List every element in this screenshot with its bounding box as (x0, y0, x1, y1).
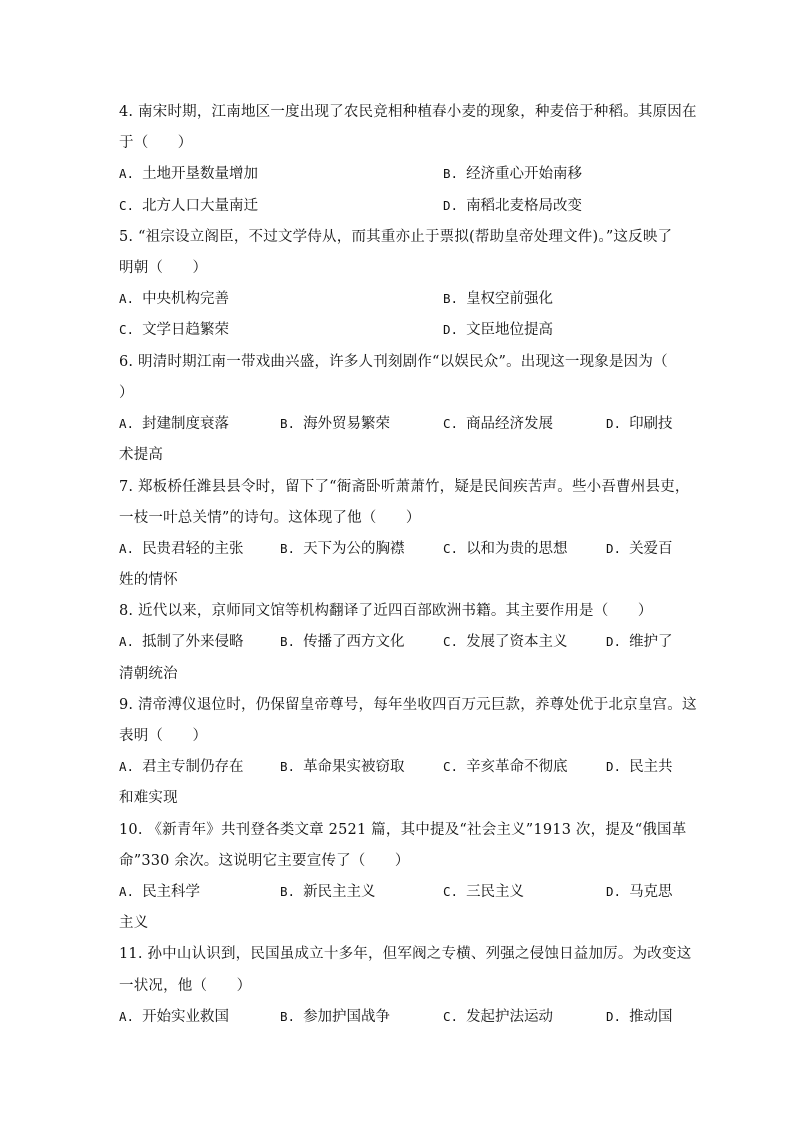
option-letter: C. (443, 416, 459, 431)
option-letter: C. (443, 759, 459, 774)
option-letter: C. (443, 884, 459, 899)
option-letter: B. (280, 884, 296, 899)
option-text: 文学日趋繁荣 (142, 322, 230, 338)
question-6-stem-line-1: 6. 明清时期江南一带戏曲兴盛，许多人刊刻剧作“以娱民众”。出现这一现象是因为（ (119, 354, 668, 370)
question-9-stem-line-2: 表明（ ） (119, 728, 208, 744)
option-letter: A. (119, 634, 135, 649)
option-text: 辛亥革命不彻底 (466, 759, 568, 775)
option-text: 海外贸易繁荣 (303, 416, 391, 432)
question-6-option-d-wrap: 术提高 (119, 447, 164, 463)
question-5-stem-line-2: 明朝（ ） (119, 260, 208, 276)
question-7-option-d-wrap: 姓的情怀 (119, 572, 178, 588)
question-11-option-d (606, 1007, 673, 1027)
question-11-option-a (119, 1007, 229, 1027)
option-letter: D. (606, 759, 622, 774)
option-text: 马克思 (629, 884, 673, 900)
option-letter: C. (119, 198, 135, 213)
option-letter: D. (606, 541, 622, 556)
option-letter: C. (443, 634, 459, 649)
question-4-stem-line-1: 4. 南宋时期，江南地区一度出现了农民竞相种植春小麦的现象，种麦倍于种稻。其原因在 (119, 104, 697, 120)
option-letter: D. (606, 884, 622, 899)
question-4-option-d (443, 196, 582, 216)
option-text: 商品经济发展 (466, 416, 554, 432)
option-letter: B. (280, 541, 296, 556)
question-6-option-a (119, 414, 229, 434)
question-9-stem-line-1: 9. 清帝溥仪退位时，仍保留皇帝尊号，每年坐收四百万元巨款，养尊处优于北京皇宫。这 (119, 697, 697, 713)
option-text: 中央机构完善 (142, 291, 230, 307)
option-text: 维护了 (629, 634, 673, 650)
question-4-stem-line-2: 于（ ） (119, 135, 193, 151)
question-5-option-d (443, 320, 553, 340)
question-11-option-b (280, 1007, 390, 1027)
question-7-stem-line-1: 7. 郑板桥任潍县县令时，留下了“衙斋卧听萧萧竹，疑是民间疾苦声。些小吾曹州县吏， (119, 479, 690, 495)
option-text: 以和为贵的思想 (466, 541, 568, 557)
option-text: 印刷技 (629, 416, 673, 432)
question-11-option-c (443, 1007, 553, 1027)
option-text: 新民主主义 (303, 884, 376, 900)
option-text: 封建制度衰落 (142, 416, 230, 432)
option-text: 民主科学 (142, 884, 201, 900)
question-10-option-d (606, 882, 673, 902)
question-5-stem-line-1: 5. “祖宗设立阁臣，不过文学侍从，而其重亦止于票拟(帮助皇帝处理文件)。”这反映了 (119, 229, 673, 245)
question-6-option-b (280, 414, 390, 434)
question-9-option-a (119, 757, 244, 777)
question-7-option-c (443, 539, 568, 559)
question-10-option-d-wrap: 主义 (119, 915, 149, 931)
question-6-option-d (606, 414, 673, 434)
question-4-option-a (119, 164, 258, 184)
question-10-stem-line-2: 命”330 余次。这说明它主要宣传了（ ） (119, 853, 410, 869)
option-text: 皇权空前强化 (466, 291, 554, 307)
question-5-option-c (119, 320, 229, 340)
question-11-stem-line-1: 11. 孙中山认识到，民国虽成立十多年，但军阀之专横、列强之侵蚀日益加厉。为改变这 (119, 946, 692, 962)
question-5-option-a (119, 289, 229, 309)
option-text: 发展了资本主义 (466, 634, 568, 650)
option-letter: A. (119, 166, 135, 181)
question-8-option-a (119, 632, 244, 652)
option-text: 民主共 (629, 759, 673, 775)
option-letter: A. (119, 1009, 135, 1024)
question-7-option-b (280, 539, 405, 559)
question-7-stem-line-2: 一枝一叶总关情”的诗句。这体现了他（ ） (119, 510, 421, 526)
option-text: 传播了西方文化 (303, 634, 405, 650)
question-4-option-b (443, 164, 582, 184)
option-text: 经济重心开始南移 (466, 166, 583, 182)
question-8-stem-line-1: 8. 近代以来，京师同文馆等机构翻译了近四百部欧洲书籍。其主要作用是（ ） (119, 603, 653, 619)
option-text: 推动国 (629, 1009, 673, 1025)
option-text: 土地开垦数量增加 (142, 166, 259, 182)
option-text: 三民主义 (466, 884, 525, 900)
question-7-option-a (119, 539, 244, 559)
option-text: 北方人口大量南迁 (142, 198, 259, 214)
option-letter: B. (280, 416, 296, 431)
option-letter: A. (119, 541, 135, 556)
option-text: 开始实业救国 (142, 1009, 230, 1025)
option-text: 革命果实被窃取 (303, 759, 405, 775)
option-text: 民贵君轻的主张 (142, 541, 244, 557)
question-8-option-c (443, 632, 568, 652)
option-letter: A. (119, 759, 135, 774)
option-letter: B. (280, 759, 296, 774)
option-letter: B. (443, 166, 459, 181)
question-9-option-d-wrap: 和难实现 (119, 790, 178, 806)
option-letter: B. (280, 634, 296, 649)
question-9-option-d (606, 757, 673, 777)
option-text: 抵制了外来侵略 (142, 634, 244, 650)
question-10-option-c (443, 882, 524, 902)
option-text: 关爱百 (629, 541, 673, 557)
question-10-option-b (280, 882, 376, 902)
question-11-stem-line-2: 一状况，他（ ） (119, 978, 252, 994)
question-7-option-d (606, 539, 673, 559)
question-10-option-a (119, 882, 200, 902)
question-5-option-b (443, 289, 553, 309)
question-9-option-b (280, 757, 405, 777)
question-9-option-c (443, 757, 568, 777)
question-6-stem-line-2: ） (119, 385, 134, 401)
option-text: 天下为公的胸襟 (303, 541, 405, 557)
option-text: 参加护国战争 (303, 1009, 391, 1025)
question-6-option-c (443, 414, 553, 434)
option-text: 发起护法运动 (466, 1009, 554, 1025)
option-letter: D. (606, 1009, 622, 1024)
option-letter: B. (280, 1009, 296, 1024)
question-8-option-d (606, 632, 673, 652)
option-text: 君主专制仍存在 (142, 759, 244, 775)
option-letter: A. (119, 291, 135, 306)
option-letter: D. (443, 198, 459, 213)
option-letter: C. (443, 1009, 459, 1024)
question-8-option-d-wrap: 清朝统治 (119, 666, 178, 682)
option-letter: C. (443, 541, 459, 556)
option-letter: D. (606, 416, 622, 431)
question-10-stem-line-1: 10. 《新青年》共刊登各类文章 2521 篇，其中提及“社会主义”1913 次，提及“俄国革 (119, 822, 687, 838)
option-text: 文臣地位提高 (466, 322, 554, 338)
question-8-option-b (280, 632, 405, 652)
option-letter: A. (119, 416, 135, 431)
question-4-option-c (119, 196, 258, 216)
option-letter: C. (119, 322, 135, 337)
option-text: 南稻北麦格局改变 (466, 198, 583, 214)
option-letter: B. (443, 291, 459, 306)
option-letter: D. (606, 634, 622, 649)
option-letter: D. (443, 322, 459, 337)
option-letter: A. (119, 884, 135, 899)
